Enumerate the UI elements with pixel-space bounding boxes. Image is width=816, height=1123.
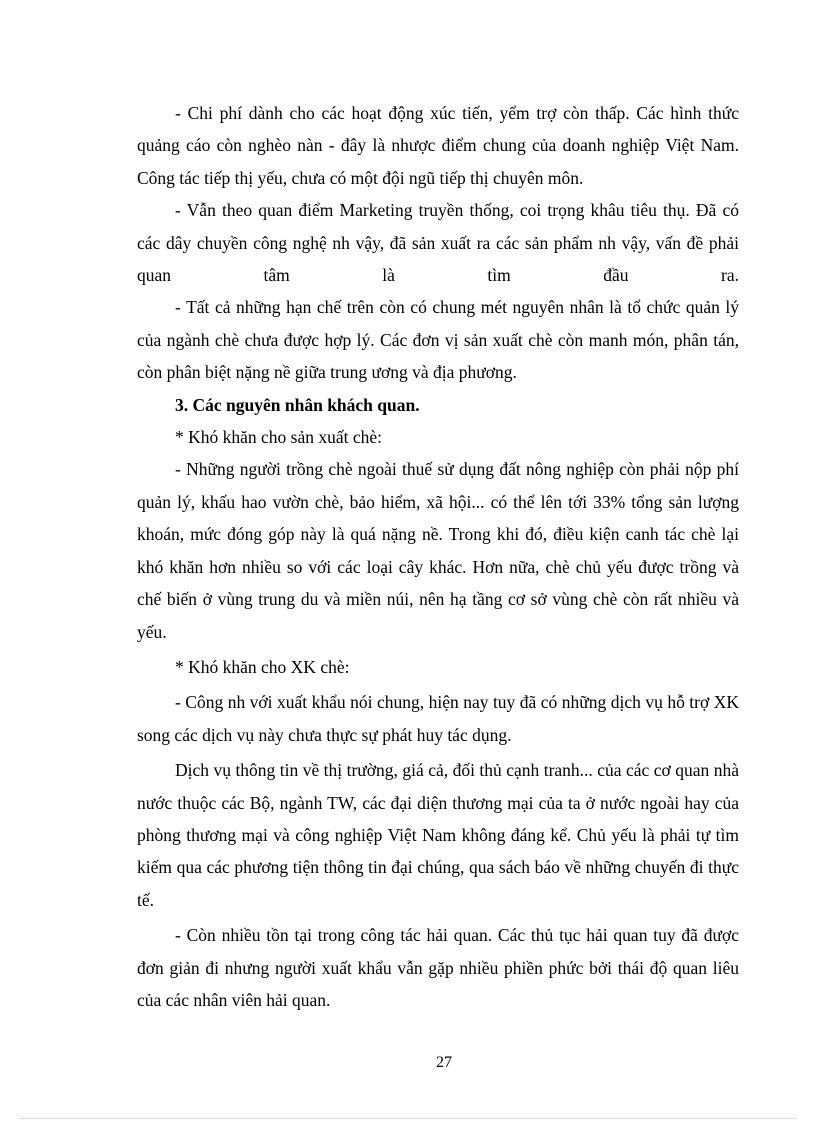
subheading-production-difficulties: * Khó khăn cho sản xuất chè:: [175, 427, 383, 448]
paragraph-information-services: Dịch vụ thông tin về thị trường, giá cả, đối thủ cạnh tranh... của các cơ quan nhà nước thuộc các Bộ, ngành TW, các đại diện thương mại của ta ở nước ngoài hay của phòng thương mại và công nghiệp Việt Nam không đáng kể. Chủ yếu là phải tự tìm kiếm qua các phương tiện thông tin đại chúng, qua sách báo về những chuyến đi thực tế.: [137, 760, 739, 910]
document-body: [137, 97, 739, 1016]
paragraph-customs-issues: - Còn nhiều tồn tại trong công tác hải quan. Các thủ tục hải quan tuy đã được đơn giản đi nhưng người xuất khẩu vẫn gặp nhiều phiền phức bởi thái độ quan liêu của các nhân viên hải quan.: [137, 925, 739, 1010]
paragraph-grower-fees: - Những người trồng chè ngoài thuế sử dụng đất nông nghiệp còn phải nộp phí quản lý, khấu hao vườn chè, bảo hiểm, xã hội... có thể lên tới 33% tổng sản lượng khoán, mức đóng góp này là quá nặng nề. Trong khi đó, điều kiện canh tác chè lại khó khăn hơn nhiều so với các loại cây khác. Hơn nữa, chè chủ yếu được trồng và chế biến ở vùng trung du và miền núi, nên hạ tầng cơ sở vùng chè còn rất nhiều và yếu.: [137, 459, 739, 642]
page-number: 27: [436, 1054, 452, 1071]
paragraph-management-cause: - Tất cả những hạn chế trên còn có chung mét nguyên nhân là tổ chức quản lý của ngành chè chưa được hợp lý. Các đơn vị sản xuất chè còn manh món, phân tán, còn phân biệt nặng nề giữa trung ương và địa phương.: [137, 297, 739, 383]
paragraph-promotion-costs: - Chi phí dành cho các hoạt động xúc tiến, yểm trợ còn thấp. Các hình thức quảng cáo còn nghèo nàn - đây là nhược điểm chung của doanh nghiệp Việt Nam. Công tác tiếp thị yếu, chưa có một đội ngũ tiếp thị chuyên môn.: [137, 103, 739, 188]
section-heading-objective-causes: 3. Các nguyên nhân khách quan.: [175, 394, 420, 415]
paragraph-traditional-marketing: - Vẫn theo quan điểm Marketing truyền thống, coi trọng khâu tiêu thụ. Đã có các dây chuyền công nghệ nh vậy, đã sản xuất ra các sản phẩm nh vậy, vấn đề phải quan tâm là tìm đầu ra.: [137, 200, 739, 286]
paragraph-export-support-services: - Công nh với xuất khẩu nói chung, hiện nay tuy đã có những dịch vụ hỗ trợ XK song các dịch vụ này chưa thực sự phát huy tác dụng.: [137, 692, 739, 745]
subheading-export-difficulties: * Khó khăn cho XK chè:: [175, 656, 350, 677]
page-bottom-divider: [20, 1118, 796, 1119]
